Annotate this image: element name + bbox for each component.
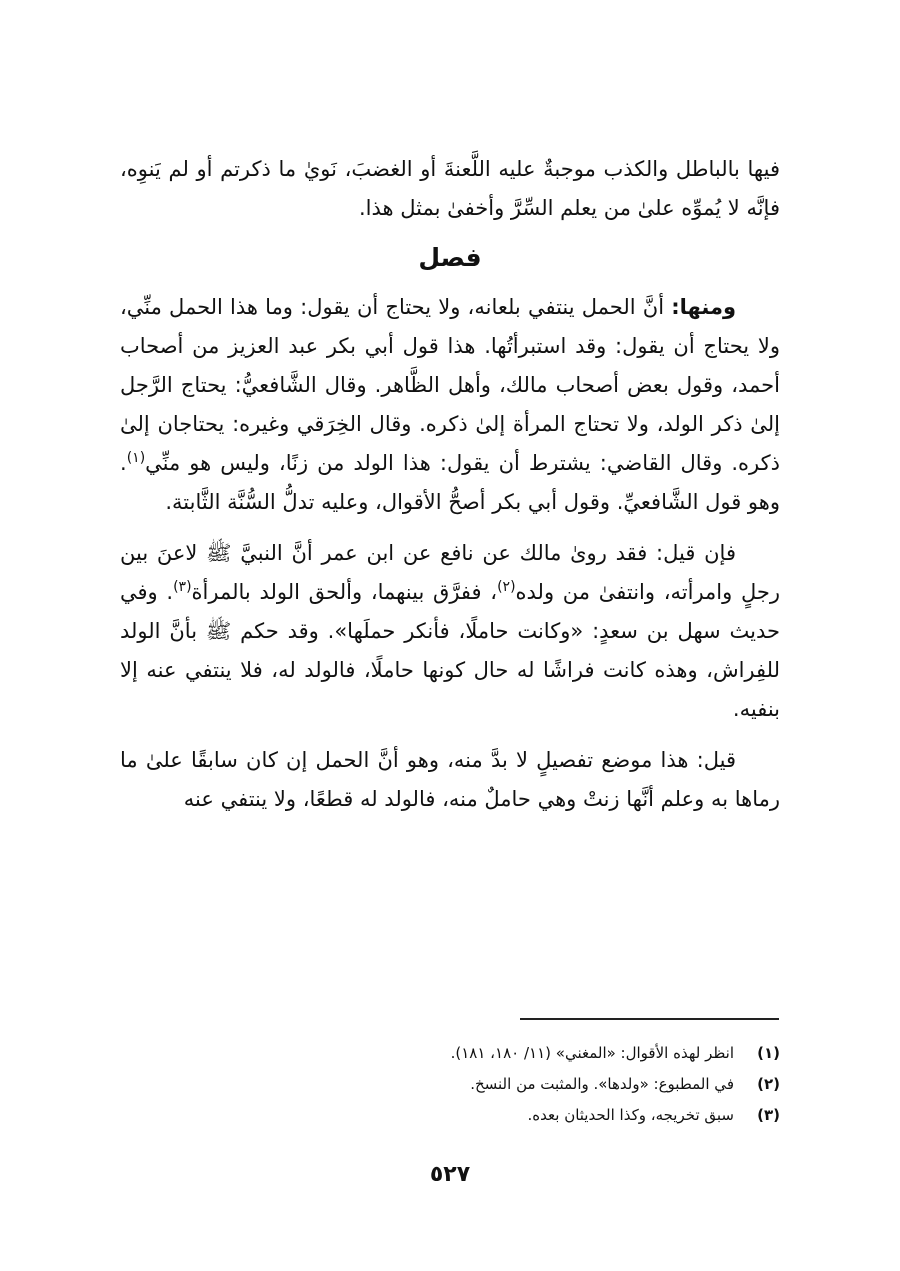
footnotes bbox=[120, 1038, 780, 1131]
paragraph-3: قيل: هذا موضع تفصيلٍ لا بدَّ منه، وهو أنَّ الحمل إن كان سابقًا علىٰ ما رماها به وعلم أنَّها زنتْ وهي حاملٌ منه، فالولد له قطعًا، ولا ينتفي عنه bbox=[120, 748, 780, 811]
footnote-text: انظر لهذه الأقوال: «المغني» (١١/ ١٨٠، ١٨١). bbox=[450, 1044, 734, 1062]
footnote-item bbox=[120, 1100, 780, 1131]
page-number: ٥٢٧ bbox=[429, 1162, 471, 1187]
footnote-divider bbox=[520, 1018, 779, 1020]
paragraph-lead-word: ومنها: bbox=[671, 295, 736, 319]
footnote-ref-2: (٢) bbox=[497, 579, 516, 595]
footnote-text: سبق تخريجه، وكذا الحديثان بعده. bbox=[527, 1106, 734, 1124]
footnote-number: (٢) bbox=[757, 1075, 780, 1093]
paragraph-text: فإن قيل: فقد رویٰ مالك عن نافع عن ابن عمر أنَّ النبيَّ ﷺ لاعنَ بين رجلٍ وامرأته، وانتفىٰ من ولده bbox=[120, 541, 780, 604]
paragraph-text: . وهو قول الشَّافعيِّ. وقول أبي بكر أصحُّ الأقوال، وعليه تدلُّ السُّنَّة الثَّابتة. bbox=[120, 451, 780, 514]
footnote-ref-3: (٣) bbox=[173, 579, 192, 595]
section-heading: فصل bbox=[418, 243, 482, 272]
footnote-item bbox=[120, 1038, 780, 1069]
paragraph-2 bbox=[120, 534, 780, 729]
footnote-text: في المطبوع: «ولدها». والمثبت من النسخ. bbox=[470, 1075, 734, 1093]
footnote-number: (١) bbox=[757, 1044, 780, 1062]
footnote-ref-1: (١) bbox=[126, 450, 146, 466]
paragraph-continued: فيها بالباطل والكذب موجبةٌ عليه اللَّعنةَ أو الغضبَ، نَويٰ ما ذكرتم أو لم يَنوِه، فإنَّه لا يُموِّه علىٰ من يعلم السِّرَّ وأخفىٰ بمثل هذا. bbox=[120, 157, 780, 220]
footnote-number: (٣) bbox=[757, 1106, 780, 1124]
paragraph-1 bbox=[120, 288, 780, 522]
paragraph-text: أنَّ الحمل ينتفي بلعانه، ولا يحتاج أن يقول: وما هذا الحمل منِّي، ولا يحتاج أن يقول: وقد استبرأتُها. هذا قول أبي بكر عبد العزيز من أصحاب أحمد، وقول بعض أصحاب مالك، وأهل الظَّاهر. وقال الشَّافعيُّ: يحتاج الرَّجل إلىٰ ذكر الولد، ولا تحتاج المرأة إلىٰ ذكره. وقال الخِرَقي وغيره: يحتاجان إلىٰ ذكره. وقال القاضي: يشترط أن يقول: هذا الولد من زنًا، وليس هو منِّي bbox=[120, 295, 780, 475]
footnote-item bbox=[120, 1069, 780, 1100]
paragraph-text: ، ففرَّق بينهما، وألحق الولد بالمرأة bbox=[191, 580, 498, 604]
main-text bbox=[120, 150, 780, 831]
paragraph-text: . وفي حديث سهل بن سعدٍ: «وكانت حاملًا، فأنكر حملَها». وقد حكم ﷺ بأنَّ الولد للفِراش، وهذه كانت فراشًا له حال كونها حاملًا، فالولد له، فلا ينتفي عنه إلا بنفيه. bbox=[120, 580, 780, 721]
